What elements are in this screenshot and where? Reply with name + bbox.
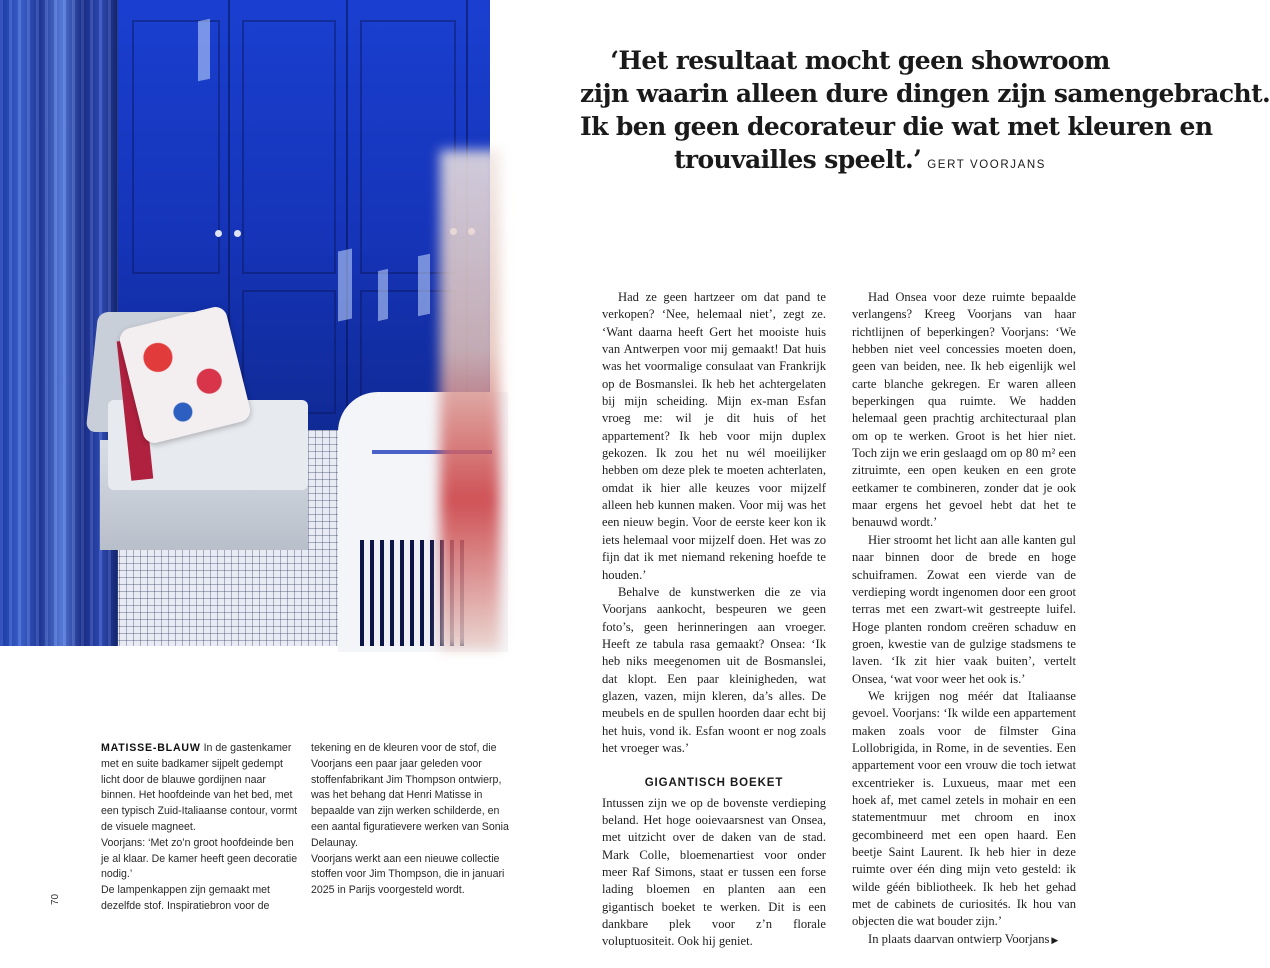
- foreground-lamp-blur: [440, 150, 500, 650]
- photo-caption-1: [101, 741, 301, 915]
- caption-heading: MATISSE-BLAUW: [101, 742, 201, 754]
- caption-text: In de gastenkamer met en suite badkamer sijpelt gedempt licht door de blauwe gordijnen naar binnen. Het hoofdeinde van het bed, met een typisch Zuid-Italiaanse contour, vormt de visuele magneet.: [101, 742, 298, 833]
- paragraph: Had Onsea voor deze ruimte bepaalde verlangens? Kreeg Voorjans van haar richtlijnen of beperkingen? Voorjans: ‘We hebben niet veel concessies moeten doen, geen van beiden, nee. Ik heb eigenlijk wel carte blanche gekregen. Er waren alleen beperkingen qua ruimte. We hadden helemaal geen prachtig architecturaal plan om op te werken. Groot is het hier niet. Toch zijn we erin geslaagd om op 80 m² een zitruimte, een open keuken en een grote eetkamer te combineren, zonder dat je ook maar ergens het gevoel hebt dat het te benauwd wordt.’: [852, 290, 1076, 530]
- paragraph: Intussen zijn we op de bovenste verdieping beland. Het hoge ooievaarsnest van Onsea, met uitzicht over de daken van de stad. Mark Colle, bloemenartiest voor onder meer Raf Simons, staat er tussen een forse lading bloemen en planten aan een gigantisch boeket te werken. Dit is een dankbare plek voor z’n florale voluptuositeit. Ook hij geniet.: [602, 795, 826, 949]
- bedroom-photo: [0, 0, 490, 646]
- continue-arrow-icon: ▶: [1051, 934, 1059, 945]
- caption-text: Voorjans: ‘Met zo’n groot hoofdeinde ben je al klaar. De kamer heeft geen decoratie nodig.’: [101, 836, 298, 881]
- pull-quote: [580, 44, 1270, 182]
- section-subhead: GIGANTISCH BOEKET: [644, 777, 784, 790]
- page-number: 70: [50, 893, 61, 905]
- paragraph: We krijgen nog méér dat Italiaanse gevoel. Voorjans: ‘Ik wilde een appartement maken zoals voor de filmster Gina Lollobrigida, in Rome, in de seventies. Een appartement voor een vrouw die toch ietwat excentrieker is. Luxueus, maar met een hoek af, met camel zetels in mohair en een statementmuur met chroom en inox gecombineerd met een open haard. Een beetje Saint Laurent. Ik heb hier in deze ruimte over één ding mijn veto gesteld: ik wilde géén bibliotheek. Ik heb het gehad met de cabinets de curiosités. Ik hou van objecten die wat bouder zijn.’: [852, 688, 1076, 929]
- caption-text: tekening en de kleuren voor de stof, die Voorjans een paar jaar geleden voor stoffenfabrikant Jim Thompson ontwierp, was het behang dat Henri Matisse in bepaalde van zijn werken schilderde, en een aantal figuratievere werken van Sonia Delaunay.: [311, 742, 509, 849]
- quote-last-line: [580, 143, 1140, 182]
- paragraph: Hier stroomt het licht aan alle kanten gul naar binnen door de brede en hoge schuiframen. Zowat een vierde van de verdieping wordt ingenomen door een groot terras met een zwart-wit gestreepte luifel. Hoge planten rondom creëren schaduw en groen, kwestie van de gulzige stadsmens te laven. ‘Ik zit hier vaak buiten’, vertelt Onsea, ‘wat voor weer het ook is.’: [852, 532, 1076, 686]
- article-column-2: [852, 289, 1076, 949]
- paragraph: In plaats daarvan ontwierp Voorjans: [868, 931, 1050, 946]
- quote-line: zijn waarin alleen dure dingen zijn samengebracht.: [580, 79, 1270, 108]
- caption-text: Voorjans werkt aan een nieuwe collectie stoffen voor Jim Thompson, die in januari 2025 in Parijs voorgesteld wordt.: [311, 852, 505, 897]
- quote-author: GERT VOORJANS: [927, 159, 1047, 171]
- paragraph-continued: [852, 931, 1076, 949]
- paragraph: Behalve de kunstwerken die ze via Voorjans aankocht, bespeuren we geen foto’s, geen herinneringen aan vroeger. Heeft ze tabula rasa gemaakt? Onsea: ‘Ik heb niks meegenomen uit de Bosmanslei, dat klopt. Een paar kleinigheden, wat glazen, vazen, mijn kleren, da’s alles. De meubels en de spullen hoorden daar echt bij het huis, vond ik. Esfan woont er nog zoals het vroeger was.’: [602, 584, 826, 755]
- paragraph: Had ze geen hartzeer om dat pand te verkopen? ‘Nee, helemaal niet’, zegt ze. ‘Want daarna heeft Gert het mooiste huis van Antwerpen voor mij gemaakt! Dat huis was het voormalige consulaat van Frankrijk op de Bosmanslei. Ik heb het achtergelaten bij mijn scheiding. Mijn ex-man Esfan vroeg me: wil je dit huis of het appartement? Ik heb voor mijn duplex gekozen. Ik zou het nu wél moeilijker hebben om deze plek te moeten achterlaten, omdat ik hier alle keuzes voor mijzelf alleen heb kunnen maken. Voor mij was het een nieuw begin. Voor de eerste keer kon ik iets helemaal voor mijzelf doen. Het was zo fijn dat ik met niemand rekening hoefde te houden.’: [602, 290, 826, 582]
- quote-line: Ik ben geen decorateur die wat met kleuren en: [580, 112, 1213, 141]
- quote-line: ‘Het resultaat mocht geen showroom: [610, 46, 1110, 75]
- quote-line: trouvailles speelt.’: [673, 145, 922, 174]
- photo-caption-2: [311, 741, 511, 899]
- article-column-1: [602, 289, 826, 951]
- caption-text: De lampenkappen zijn gemaakt met dezelfde stof. Inspiratiebron voor de: [101, 884, 271, 912]
